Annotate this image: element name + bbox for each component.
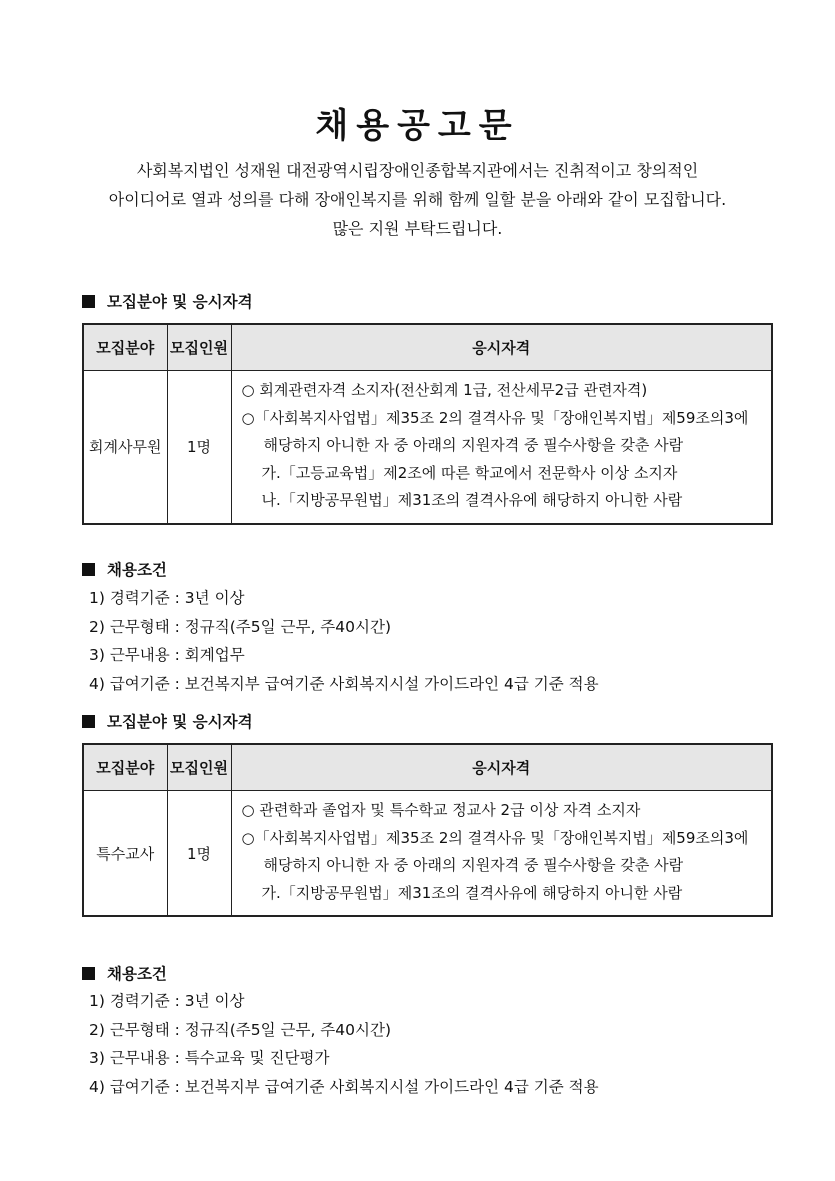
section-heading-text: 채용조건 <box>107 561 167 579</box>
square-bullet-icon <box>82 715 95 728</box>
section-heading-conditions-2 <box>82 962 167 984</box>
conditions-list-1 <box>89 584 599 698</box>
table-row <box>83 371 772 524</box>
document-title: 채용공고문 <box>315 106 520 146</box>
intro-line: 사회복지법인 성재원 대전광역시립장애인종합복지관에서는 진취적이고 창의적인 <box>136 161 699 180</box>
square-bullet-icon <box>82 563 95 576</box>
recruit-table-1 <box>82 323 773 525</box>
table-header-row <box>83 744 772 791</box>
cell-qualifications <box>231 791 772 917</box>
cell-count: 1명 <box>167 371 231 524</box>
cell-count: 1명 <box>167 791 231 917</box>
cell-field: 특수교사 <box>83 791 167 917</box>
section-heading-recruit-2 <box>82 710 253 732</box>
intro-line: 많은 지원 부탁드립니다. <box>332 219 503 238</box>
qualification-line: 가.「고등교육법」제2조에 따른 학교에서 전문학사 이상 소지자 <box>261 463 678 482</box>
condition-item: 3) 근무내용 : 회계업무 <box>89 646 245 664</box>
qualification-line: ○ 회계관련자격 소지자(전산회계 1급, 전산세무2급 관련자격) <box>241 381 648 399</box>
square-bullet-icon <box>82 295 95 308</box>
cell-qualifications <box>231 371 772 524</box>
condition-item: 1) 경력기준 : 3년 이상 <box>89 589 245 607</box>
intro-line: 아이디어로 열과 성의를 다해 장애인복지를 위해 함께 일할 분을 아래와 같이 모집합니다. <box>108 190 727 209</box>
table-row <box>83 791 772 917</box>
square-bullet-icon <box>82 967 95 980</box>
condition-item: 2) 근무형태 : 정규직(주5일 근무, 주40시간) <box>89 617 391 636</box>
header-qualification: 응시자격 <box>231 324 772 371</box>
condition-item: 4) 급여기준 : 보건복지부 급여기준 사회복지시설 가이드라인 4급 기준 적용 <box>89 1077 599 1096</box>
intro-paragraph <box>60 156 775 243</box>
header-count: 모집인원 <box>167 324 231 371</box>
qualification-line: ○「사회복지사업법」제35조 2의 결격사유 및「장애인복지법」제59조의3에 <box>241 828 749 847</box>
condition-item: 2) 근무형태 : 정규직(주5일 근무, 주40시간) <box>89 1020 391 1039</box>
conditions-list-2 <box>89 987 599 1101</box>
qualification-line: ○「사회복지사업법」제35조 2의 결격사유 및「장애인복지법」제59조의3에 <box>241 408 749 427</box>
condition-item: 1) 경력기준 : 3년 이상 <box>89 992 245 1010</box>
header-field: 모집분야 <box>83 324 167 371</box>
condition-item: 4) 급여기준 : 보건복지부 급여기준 사회복지시설 가이드라인 4급 기준 적용 <box>89 674 599 693</box>
section-heading-recruit-1 <box>82 290 253 312</box>
table-header-row <box>83 324 772 371</box>
section-heading-text: 채용조건 <box>107 965 167 983</box>
header-field: 모집분야 <box>83 744 167 791</box>
section-heading-text: 모집분야 및 응시자격 <box>107 293 253 311</box>
condition-item: 3) 근무내용 : 특수교육 및 진단평가 <box>89 1049 330 1067</box>
cell-field: 회계사무원 <box>83 371 167 524</box>
section-heading-text: 모집분야 및 응시자격 <box>107 713 253 731</box>
section-heading-conditions-1 <box>82 558 167 580</box>
header-qualification: 응시자격 <box>231 744 772 791</box>
recruit-table-2 <box>82 743 773 917</box>
qualification-line: 나.「지방공무원법」제31조의 결격사유에 해당하지 아니한 사람 <box>261 491 683 509</box>
qualification-line: ○ 관련학과 졸업자 및 특수학교 정교사 2급 이상 자격 소지자 <box>241 801 641 819</box>
qualification-line: 해당하지 아니한 자 중 아래의 지원자격 중 필수사항을 갖춘 사람 <box>263 436 684 454</box>
qualification-line: 해당하지 아니한 자 중 아래의 지원자격 중 필수사항을 갖춘 사람 <box>263 856 684 874</box>
header-count: 모집인원 <box>167 744 231 791</box>
qualification-line: 가.「지방공무원법」제31조의 결격사유에 해당하지 아니한 사람 <box>261 883 683 902</box>
